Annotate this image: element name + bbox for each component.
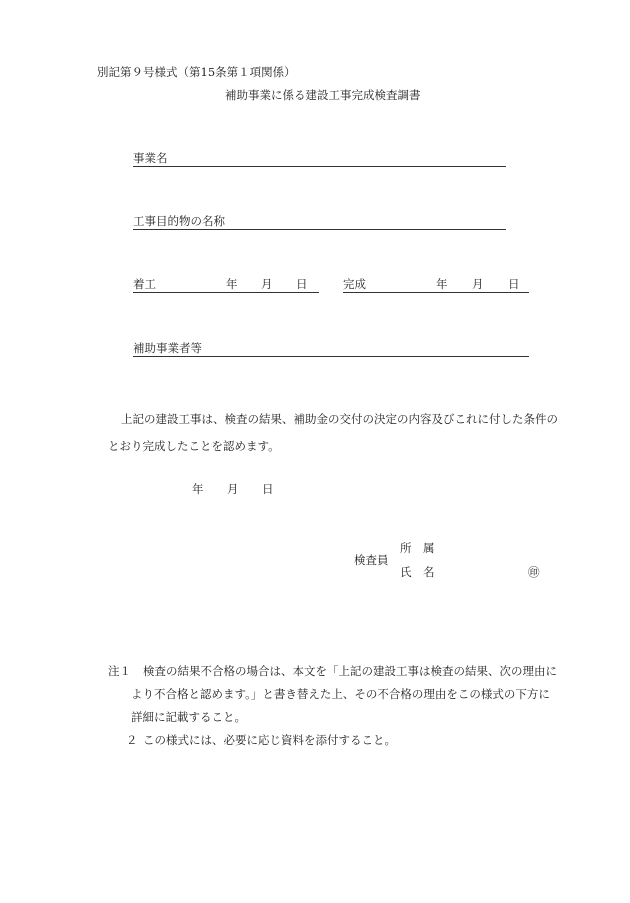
structure-name-underline	[133, 229, 506, 230]
body-paragraph	[108, 406, 578, 460]
affiliation-label: 所 属	[400, 541, 435, 555]
form-label: 別記第９号様式（第15条第１項関係）	[97, 65, 296, 79]
start-day: 日	[296, 277, 308, 291]
date-year: 年	[192, 482, 204, 496]
note-1-prefix: 注１	[108, 664, 131, 678]
completion-year: 年	[436, 277, 448, 291]
document-title: 補助事業に係る建設工事完成検査調書	[225, 88, 421, 102]
date-month: 月	[227, 482, 239, 496]
completion-day: 日	[508, 277, 520, 291]
start-underline	[133, 292, 319, 293]
body-line-1: 上記の建設工事は、検査の結果、補助金の交付の決定の内容及びこれに付した条件の	[121, 412, 558, 426]
operator-label: 補助事業者等	[133, 341, 202, 355]
completion-label: 完成	[343, 277, 366, 291]
start-month: 月	[261, 277, 273, 291]
body-line-2: とおり完成したことを認めます。	[108, 439, 280, 453]
note-1-line-1: 検査の結果不合格の場合は、本文を「上記の建設工事は検査の結果、次の理由に	[143, 664, 557, 678]
operator-underline	[133, 356, 529, 357]
completion-month: 月	[472, 277, 484, 291]
structure-name-label: 工事目的物の名称	[133, 214, 225, 228]
seal-icon: ㊞	[528, 565, 540, 579]
note-1-line-3: 詳細に記載すること。	[131, 710, 246, 724]
name-label: 氏 名	[400, 565, 435, 579]
project-name-underline	[133, 166, 506, 167]
note-2-text: この様式には、必要に応じ資料を添付すること。	[143, 733, 396, 747]
note-1-line-2: より不合格と認めます。」と書き替えた上、その不合格の理由をこの様式の下方に	[131, 687, 550, 701]
start-label: 着工	[133, 277, 156, 291]
note-2-prefix: ２	[126, 733, 138, 747]
inspector-label: 検査員	[354, 553, 389, 567]
completion-underline	[343, 292, 529, 293]
start-year: 年	[226, 277, 238, 291]
project-name-label: 事業名	[133, 151, 168, 165]
date-day: 日	[262, 482, 274, 496]
